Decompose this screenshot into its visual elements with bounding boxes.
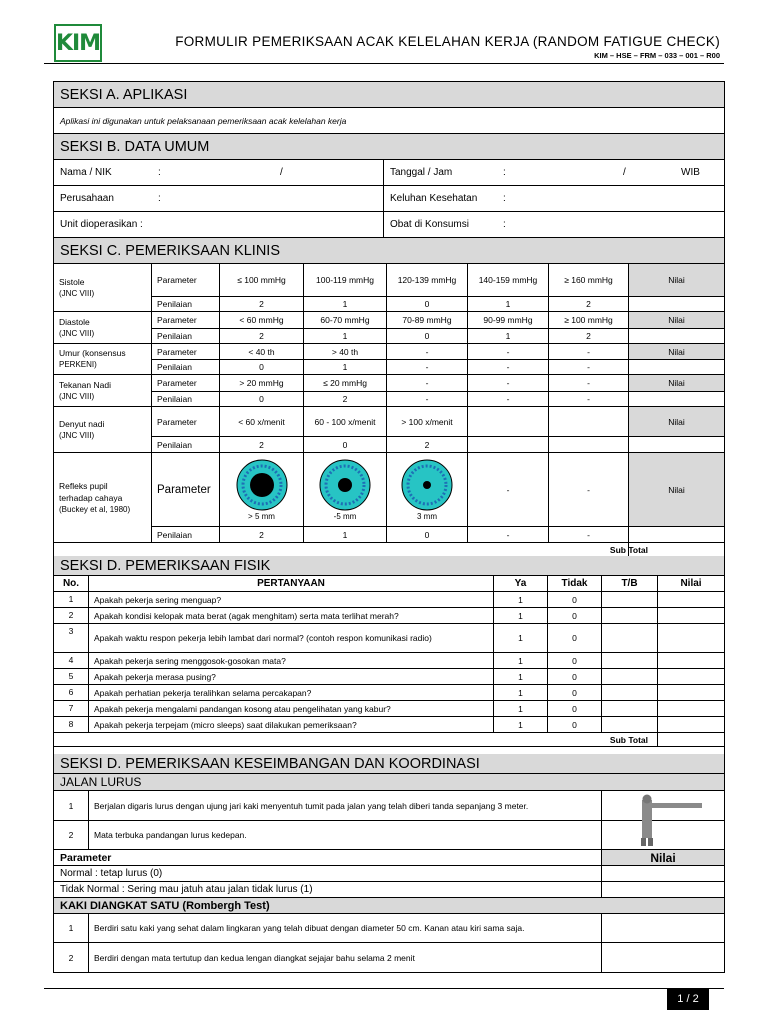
pupil-caption: > 5 mm: [248, 511, 275, 521]
pupil-dash: -: [506, 484, 510, 495]
clinical-label-0: Sistole (JNC VIII): [54, 264, 151, 312]
fisik-question: Apakah perhatian pekerja teralihkan selama percakapan?: [88, 685, 493, 700]
fisik-tb-input[interactable]: [601, 685, 657, 700]
instruction-text: Berjalan digaris lurus dengan ujung jari kaki menyentuh tumit pada jalan yang telah diberi tanda sepanjang 3 meter.: [88, 791, 601, 820]
pupil-eye-diagram: [310, 458, 380, 512]
score-value: 1: [303, 297, 386, 311]
fisik-row: [54, 717, 724, 733]
label-wib: WIB: [681, 167, 700, 178]
score-value: 0: [386, 527, 467, 542]
fisik-question: Apakah pekerja sering menggosok-gosokan mata?: [88, 653, 493, 668]
clinical-subtotal-row: [54, 543, 724, 557]
fisik-no: 7: [68, 703, 74, 713]
param-value: -: [386, 344, 467, 359]
form-code: KIM – HSE – FRM – 033 – 001 – R00: [594, 51, 720, 60]
param-value: ≤ 20 mmHg: [303, 375, 386, 391]
param-value: > 40 th: [303, 344, 386, 359]
label-unit: Unit dioperasikan :: [60, 219, 143, 230]
pupil-diagram-cell: [303, 453, 386, 526]
param-value: > 20 mmHg: [219, 375, 303, 391]
section-balance-title: SEKSI D. PEMERIKSAAN KESEIMBANGAN DAN KOORDINASI: [54, 754, 724, 774]
fisik-row: [54, 653, 724, 669]
fisik-row: [54, 608, 724, 624]
score-value: -: [386, 360, 467, 374]
clinical-score-row: [151, 392, 724, 407]
nilai-input[interactable]: [628, 392, 724, 406]
fisik-tb-input[interactable]: [601, 624, 657, 652]
nilai-input[interactable]: [628, 297, 724, 311]
fisik-tidak: 0: [547, 608, 601, 623]
nilai-input[interactable]: [628, 437, 724, 452]
param-value: -: [467, 375, 548, 391]
clinical-param-row: [151, 312, 724, 329]
param-value: 60-70 mmHg: [303, 312, 386, 328]
fisik-row: [54, 669, 724, 685]
param-value: 140-159 mmHg: [467, 264, 548, 296]
fisik-question: Apakah pekerja sering menguap?: [88, 592, 493, 607]
fisik-nilai-input[interactable]: [657, 592, 724, 607]
kaki-title: KAKI DIANGKAT SATU (Rombergh Test): [54, 898, 724, 914]
pupil-eye-diagram: [227, 458, 297, 512]
score-value: [467, 437, 548, 452]
fisik-ya: 1: [493, 592, 547, 607]
jalan-lurus-title: JALAN LURUS: [54, 774, 724, 791]
label-nama-nik: Nama / NIK: [60, 167, 112, 178]
footer-divider: [44, 988, 724, 989]
param-label: Parameter: [151, 264, 219, 296]
page-number: 1 / 2: [667, 988, 709, 1010]
score-value: 0: [386, 297, 467, 311]
fisik-tb-input[interactable]: [601, 592, 657, 607]
fisik-ya: 1: [493, 669, 547, 684]
score-value: 2: [219, 437, 303, 452]
clinical-label-2: Umur (konsensus PERKENI): [54, 344, 151, 375]
fisik-row: [54, 685, 724, 701]
fisik-tidak: 0: [547, 592, 601, 607]
param-label: Parameter: [151, 344, 219, 359]
label-perusahaan: Perusahaan: [60, 193, 114, 204]
nilai-input[interactable]: [628, 360, 724, 374]
instruction-no: 1: [68, 923, 74, 933]
pupil-eye-diagram: [392, 458, 462, 512]
nilai-label: Nilai: [628, 264, 724, 296]
fisik-nilai-input[interactable]: [657, 717, 724, 732]
fisik-no: 3: [68, 626, 74, 636]
score-value: 0: [219, 392, 303, 406]
pupil-dash: -: [587, 484, 590, 495]
fisik-tidak: 0: [547, 624, 601, 652]
fisik-no: 6: [68, 687, 74, 697]
subtotal-label: Sub Total: [609, 544, 648, 555]
pupil-diagram-cell: [219, 453, 303, 526]
param-value: -: [386, 375, 467, 391]
param-value: < 60 x/menit: [219, 407, 303, 436]
score-value: -: [548, 360, 628, 374]
clinical-param-row: [151, 375, 724, 392]
section-c-title: SEKSI C. PEMERIKSAAN KLINIS: [54, 238, 724, 264]
fisik-tb-input[interactable]: [601, 669, 657, 684]
clinical-label-3: Tekanan Nadi (JNC VIII): [54, 375, 151, 407]
fisik-nilai-input[interactable]: [657, 669, 724, 684]
score-value: 2: [548, 297, 628, 311]
param-value: 90-99 mmHg: [467, 312, 548, 328]
pupil-label: Refleks pupil terhadap cahaya (Buckey et al, 1980): [54, 453, 151, 543]
row-perusahaan: Perusahaan : Keluhan Kesehatan :: [54, 186, 724, 212]
score-value: 2: [219, 527, 303, 542]
fisik-header-row: No. PERTANYAAN Ya Tidak T/B Nilai: [54, 576, 724, 592]
subtotal-input[interactable]: [628, 543, 724, 556]
score-value: -: [467, 360, 548, 374]
score-value: 0: [386, 329, 467, 343]
param-label: Parameter: [151, 312, 219, 328]
form-title: FORMULIR PEMERIKSAAN ACAK KELELAHAN KERJA (RANDOM FATIGUE CHECK): [175, 34, 720, 49]
score-value: -: [467, 392, 548, 406]
parameter-header-row: Parameter Nilai: [54, 850, 724, 866]
fisik-no: 5: [68, 671, 74, 681]
clinical-param-row: [151, 407, 724, 437]
fisik-ya: 1: [493, 653, 547, 668]
penilaian-label: Penilaian: [151, 329, 219, 343]
company-logo: KIM: [54, 24, 102, 62]
instruction-text: Mata terbuka pandangan lurus kedepan.: [88, 821, 601, 849]
row-unit: Unit dioperasikan : Obat di Konsumsi :: [54, 212, 724, 238]
fisik-question: Apakah kondisi kelopak mata berat (agak menghitam) serta mata terlihat merah?: [88, 608, 493, 623]
tidak-normal-row: Tidak Normal : Sering mau jatuh atau jalan tidak lurus (1): [54, 882, 724, 898]
fisik-question: Apakah pekerja merasa pusing?: [88, 669, 493, 684]
pupil-caption: -5 mm: [333, 511, 357, 521]
section-d-title: SEKSI D. PEMERIKSAAN FISIK: [54, 556, 724, 576]
label-keluhan: Keluhan Kesehatan: [383, 186, 493, 211]
score-value: -: [548, 392, 628, 406]
penilaian-label: Penilaian: [151, 360, 219, 374]
nilai-label: Nilai: [628, 375, 724, 391]
param-label: Parameter: [151, 407, 219, 436]
section-b-title: SEKSI B. DATA UMUM: [54, 134, 724, 160]
nilai-label: Nilai: [628, 344, 724, 359]
nilai-input[interactable]: [628, 329, 724, 343]
fisik-tidak: 0: [547, 685, 601, 700]
fisik-question: Apakah pekerja terpejam (micro sleeps) saat dilakukan pemeriksaan?: [88, 717, 493, 732]
section-a-title: SEKSI A. APLIKASI: [54, 82, 724, 108]
clinical-score-row: [151, 360, 724, 375]
param-value: 70-89 mmHg: [386, 312, 467, 328]
param-value: [548, 407, 628, 436]
pupil-empty-cell: [548, 453, 628, 526]
fisik-tidak: 0: [547, 701, 601, 716]
param-value: < 60 mmHg: [219, 312, 303, 328]
clinical-param-row: [151, 264, 724, 297]
fisik-ya: 1: [493, 624, 547, 652]
param-value: [467, 407, 548, 436]
fisik-ya: 1: [493, 717, 547, 732]
penilaian-label: Penilaian: [151, 297, 219, 311]
clinical-label-1: Diastole (JNC VIII): [54, 312, 151, 344]
fisik-tidak: 0: [547, 669, 601, 684]
score-value: 1: [303, 527, 386, 542]
param-value: 60 - 100 x/menit: [303, 407, 386, 436]
instruction-row: [54, 943, 724, 973]
score-value: 2: [303, 392, 386, 406]
param-value: > 100 x/menit: [386, 407, 467, 436]
param-value: ≥ 160 mmHg: [548, 264, 628, 296]
fisik-nilai-input[interactable]: [657, 653, 724, 668]
score-value: 1: [467, 329, 548, 343]
figure-divider: [601, 791, 602, 850]
penilaian-label: Penilaian: [151, 437, 219, 452]
instruction-no: 2: [68, 830, 74, 840]
param-value: ≥ 100 mmHg: [548, 312, 628, 328]
normal-row: Normal : tetap lurus (0): [54, 866, 724, 882]
fisik-no: 8: [68, 719, 74, 729]
param-value: 120-139 mmHg: [386, 264, 467, 296]
fisik-tb-input[interactable]: [601, 608, 657, 623]
fisik-tb-input[interactable]: [601, 717, 657, 732]
score-value: 1: [303, 360, 386, 374]
subtotal-label: Sub Total: [609, 734, 648, 745]
nilai-label: Nilai: [628, 407, 724, 436]
score-value: [548, 437, 628, 452]
param-value: ≤ 100 mmHg: [219, 264, 303, 296]
param-value: 100-119 mmHg: [303, 264, 386, 296]
person-arms-raised-figure: [614, 794, 714, 846]
row-nama-tanggal: Nama / NIK : / Tanggal / Jam : / WIB: [54, 160, 724, 186]
pupil-empty-cell: [467, 453, 548, 526]
fisik-nilai-input[interactable]: [657, 685, 724, 700]
pupil-score-row: [151, 527, 724, 543]
score-value: 0: [219, 360, 303, 374]
fisik-subtotal-row: [54, 733, 724, 747]
header-divider: [44, 63, 724, 64]
pupil-param-row: [151, 453, 724, 527]
fisik-tidak: 0: [547, 717, 601, 732]
score-value: -: [548, 527, 628, 542]
fisik-tb-input[interactable]: [601, 701, 657, 716]
clinical-param-row: [151, 344, 724, 360]
fisik-question: Apakah waktu respon pekerja lebih lambat dari normal? (contoh respon komunikasi radio): [88, 624, 493, 652]
score-value: 0: [303, 437, 386, 452]
instruction-no: 1: [68, 800, 74, 811]
penilaian-label: Penilaian: [151, 527, 219, 542]
instruction-text: Berdiri satu kaki yang sehat dalam lingkaran yang telah dibuat dengan diameter 50 cm. Kanan atau kiri sama saja.: [88, 914, 601, 942]
param-value: -: [548, 344, 628, 359]
penilaian-label: Penilaian: [151, 392, 219, 406]
fisik-no: 1: [68, 594, 74, 604]
instruction-row: [54, 914, 724, 943]
fisik-no: 2: [68, 610, 74, 620]
instruction-nilai[interactable]: [601, 914, 724, 942]
nilai-input[interactable]: [628, 527, 724, 542]
score-value: 1: [303, 329, 386, 343]
pupil-caption: 3 mm: [417, 511, 437, 521]
fisik-ya: 1: [493, 685, 547, 700]
instruction-no: 2: [68, 952, 74, 963]
score-value: 2: [386, 437, 467, 452]
clinical-score-row: [151, 437, 724, 453]
nilai-label: Nilai: [628, 312, 724, 328]
label-tanggal-jam: Tanggal / Jam: [383, 160, 493, 185]
score-value: -: [386, 392, 467, 406]
fisik-nilai-input[interactable]: [657, 701, 724, 716]
form-body: [53, 81, 725, 973]
param-label: Parameter: [151, 375, 219, 391]
score-value: -: [467, 527, 548, 542]
section-a-description: Aplikasi ini digunakan untuk pelaksanaan pemeriksaan acak kelelahan kerja: [54, 108, 724, 134]
clinical-score-row: [151, 329, 724, 344]
param-value: -: [548, 375, 628, 391]
clinical-label-4: Denyut nadi (JNC VIII): [54, 407, 151, 453]
score-value: 2: [548, 329, 628, 343]
score-value: 2: [219, 329, 303, 343]
param-value: < 40 th: [219, 344, 303, 359]
nilai-label: Nilai: [628, 453, 724, 526]
instruction-text: Berdiri dengan mata tertutup dan kedua lengan diangkat sejajar bahu selama 2 menit: [88, 943, 601, 972]
fisik-ya: 1: [493, 608, 547, 623]
fisik-tb-input[interactable]: [601, 653, 657, 668]
fisik-row: [54, 624, 724, 653]
label-obat: Obat di Konsumsi: [383, 212, 493, 237]
clinical-score-row: [151, 297, 724, 312]
fisik-ya: 1: [493, 701, 547, 716]
fisik-row: [54, 701, 724, 717]
fisik-row: [54, 592, 724, 608]
fisik-tidak: 0: [547, 653, 601, 668]
fisik-nilai-input[interactable]: [657, 608, 724, 623]
pupil-diagram-cell: [386, 453, 467, 526]
param-value: -: [467, 344, 548, 359]
score-value: 1: [467, 297, 548, 311]
score-value: 2: [219, 297, 303, 311]
fisik-no: 4: [68, 655, 74, 665]
fisik-question: Apakah pekerja mengalami pandangan kosong atau pengelihatan yang kabur?: [88, 701, 493, 716]
instruction-nilai[interactable]: [601, 943, 724, 972]
fisik-nilai-input[interactable]: [657, 624, 724, 652]
pupil-param-label: Parameter: [151, 453, 219, 526]
subtotal-input[interactable]: [657, 733, 724, 746]
